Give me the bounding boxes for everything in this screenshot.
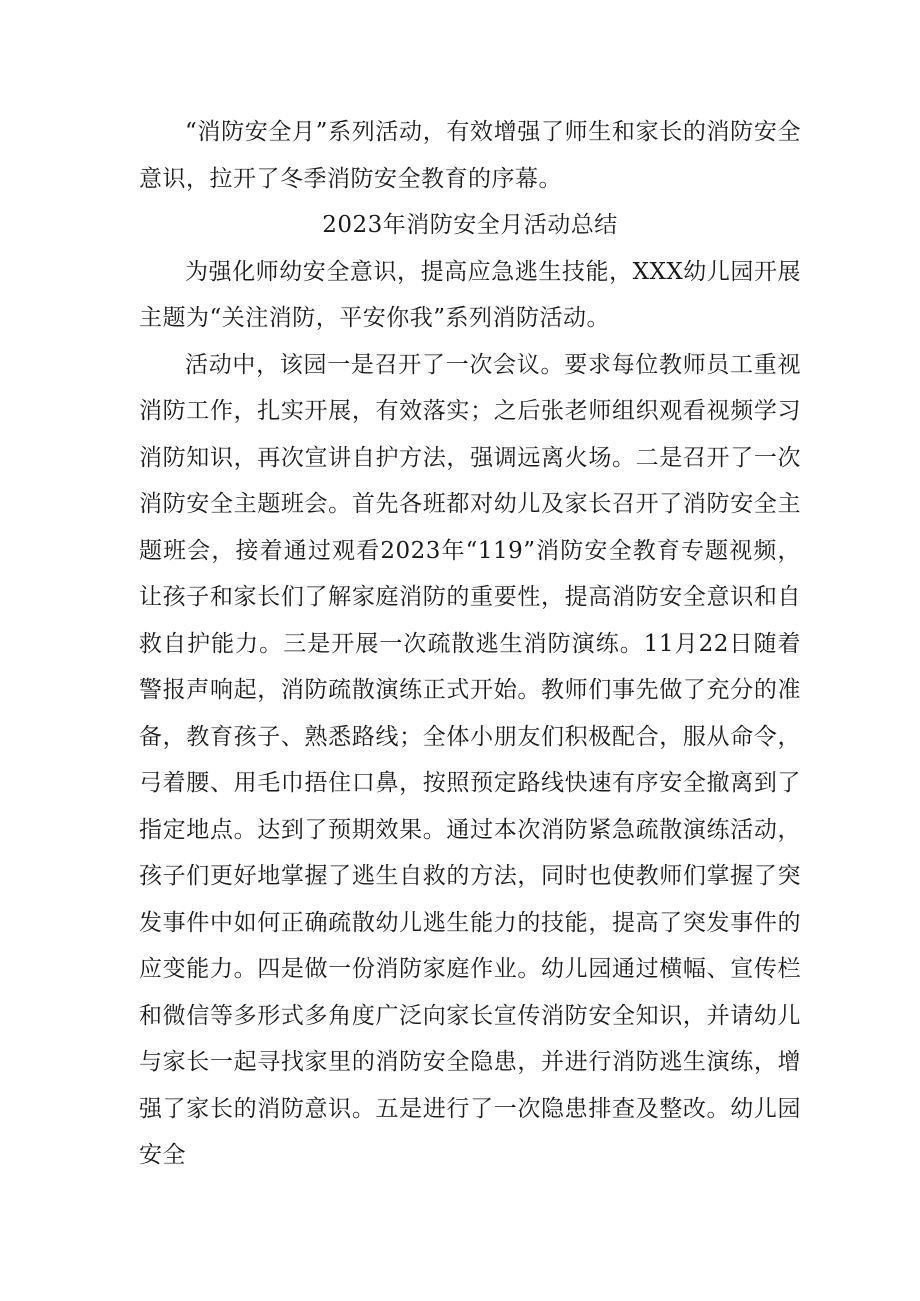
document-title: 2023年消防安全月活动总结	[322, 212, 618, 238]
paragraph-purpose: 为强化师幼安全意识，提高应急逃生技能，XXX幼儿园开展主题为“关注消防，平安你我”系列消防活动。	[139, 258, 801, 331]
paragraph-intro: “消防安全月”系列活动，有效增强了师生和家长的消防安全意识，拉开了冬季消防安全教育的序幕。	[139, 119, 801, 192]
paragraph-activities: 活动中，该园一是召开了一次会议。要求每位教师员工重视消防工作，扎实开展，有效落实；之后张老师组织观看视频学习消防知识，再次宣讲自护方法，强调远离火场。二是召开了一次消防安全主题班会。首先各班都对幼儿及家长召开了消防安全主题班会，接着通过观看2023年“119”消防安全教育专题视频，让孩子和家长们了解家庭消防的重要性，提高消防安全意识和自救自护能力。三是开展一次疏散逃生消防演练。11月22日随着警报声响起，消防疏散演练正式开始。教师们事先做了充分的准备，教育孩子、熟悉路线；全体小朋友们积极配合，服从命令，弓着腰、用毛巾捂住口鼻，按照预定路线快速有序安全撤离到了指定地点。达到了预期效果。通过本次消防紧急疏散演练活动，孩子们更好地掌握了逃生自救的方法，同时也使教师们掌握了突发事件中如何正确疏散幼儿逃生能力的技能，提高了突发事件的应变能力。四是做一份消防家庭作业。幼儿园通过横幅、宣传栏和微信等多形式多角度广泛向家长宣传消防安全知识，并请幼儿与家长一起寻找家里的消防安全隐患，并进行消防逃生演练，增强了家长的消防意识。五是进行了一次隐患排查及整改。幼儿园安全	[139, 351, 801, 1168]
document-body	[139, 109, 801, 1179]
